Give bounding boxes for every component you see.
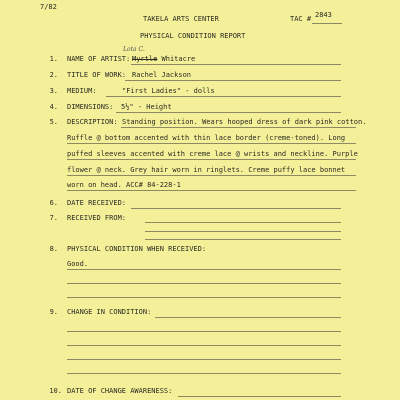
received-from-line-1 — [145, 222, 341, 223]
change-in-condition-line-1 — [155, 317, 341, 318]
title-line — [125, 80, 341, 81]
artist-surname: Whitacre — [157, 55, 196, 63]
condition-received-value: Good. — [67, 260, 89, 268]
received-from-label: RECEIVED FROM: — [67, 214, 127, 222]
date-code: 7/82 — [40, 3, 57, 11]
date-change-awareness-line — [178, 396, 341, 397]
date-received-label: DATE RECEIVED: — [67, 199, 127, 207]
description-rule-3 — [67, 159, 356, 160]
change-in-condition-label: CHANGE IN CONDITION: — [67, 308, 152, 316]
field-number-medium: 3. — [49, 87, 58, 95]
field-number-condition-received: 8. — [49, 245, 58, 253]
change-in-condition-line-3 — [67, 345, 341, 346]
title-value: Rachel Jackson — [132, 71, 192, 79]
description-line-1: Standing position. Wears hooped dress of dark pink cotton. — [122, 118, 367, 126]
field-number-change-in-condition: 9. — [49, 308, 58, 316]
medium-label: MEDIUM: — [67, 87, 97, 95]
field-number-date-change-awareness: 10. — [49, 387, 62, 395]
description-line-4: flower @ neck. Grey hair worn in ringlets. Creme puffy lace bonnet — [67, 166, 346, 174]
medium-value: "First Ladies" - dolls — [122, 87, 215, 95]
description-rule-2 — [67, 143, 356, 144]
artist-label: NAME OF ARTIST: — [67, 55, 131, 63]
change-in-condition-line-5 — [67, 373, 341, 374]
dimensions-line — [116, 112, 341, 113]
medium-line — [106, 96, 341, 97]
dimensions-value: 5½" - Height — [121, 103, 172, 111]
field-number-artist: 1. — [49, 55, 58, 63]
date-change-awareness-label: DATE OF CHANGE AWARENESS: — [67, 387, 173, 395]
center-name: TAKELA ARTS CENTER — [143, 15, 219, 23]
field-number-received-from: 7. — [49, 214, 58, 222]
artist-handwritten-note: Lota C. — [123, 46, 145, 53]
received-from-line-3 — [145, 239, 341, 240]
field-number-title: 2. — [49, 71, 58, 79]
tac-number-line — [312, 23, 342, 24]
report-title: PHYSICAL CONDITION REPORT — [140, 32, 246, 40]
condition-received-line-2 — [67, 283, 341, 284]
field-number-description: 5. — [49, 118, 58, 126]
description-line-2: Ruffle @ bottom accented with thin lace border (creme-toned). Long — [67, 134, 346, 142]
tac-number: 2843 — [315, 11, 332, 19]
description-rule-5 — [67, 190, 356, 191]
condition-received-label: PHYSICAL CONDITION WHEN RECEIVED: — [67, 245, 207, 253]
condition-received-line-1 — [67, 269, 341, 270]
artist-value — [132, 55, 195, 64]
artist-struck-value: Myrtle — [132, 55, 158, 63]
dimensions-label: DIMENSIONS: — [67, 103, 114, 111]
tac-label: TAC # — [290, 15, 312, 23]
condition-received-line-3 — [67, 297, 341, 298]
change-in-condition-line-4 — [67, 359, 341, 360]
description-rule-4 — [67, 175, 356, 176]
change-in-condition-line-2 — [67, 331, 341, 332]
received-from-line-2 — [145, 231, 341, 232]
description-label: DESCRIPTION: — [67, 118, 118, 126]
field-number-date-received: 6. — [49, 199, 58, 207]
title-label: TITLE OF WORK: — [67, 71, 127, 79]
artist-line — [131, 64, 341, 65]
field-number-dimensions: 4. — [49, 103, 58, 111]
date-received-line — [131, 208, 341, 209]
description-rule-1 — [121, 127, 356, 128]
description-line-3: puffed sleeves accented with creme lace @ wrists and neckline. Purple — [67, 150, 358, 158]
description-line-5: worn on head. ACC# 84-228-1 — [67, 181, 181, 189]
